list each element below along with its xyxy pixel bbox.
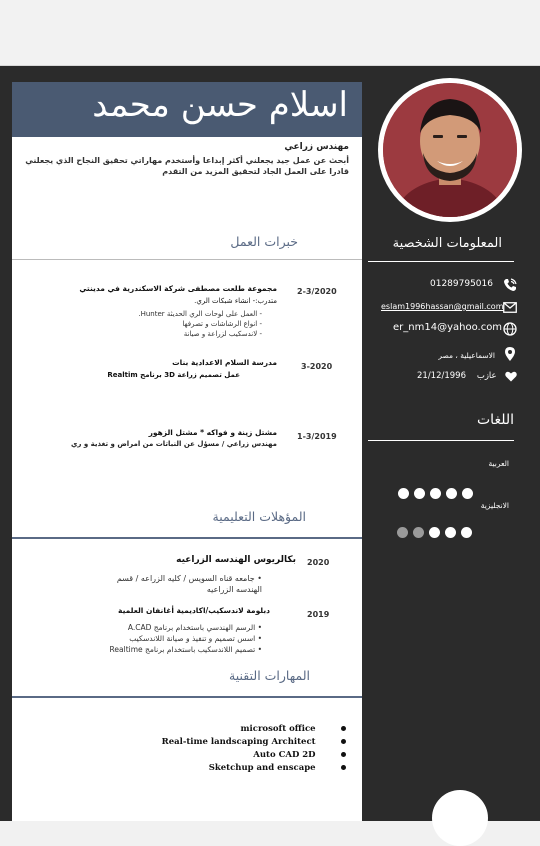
languages-heading: اللغات: [477, 412, 514, 428]
level-dot-filled: [445, 527, 456, 538]
experience-org: مجموعة طلعت مصطفى شركة الاسكندرية في مدينتي: [79, 284, 277, 293]
language-name: العربية: [488, 459, 509, 468]
top-toolbar-strip: [0, 0, 540, 66]
experience-detail: عمل تصميم زراعة 3D برنامج Realtim: [107, 371, 240, 379]
level-dot-filled: [462, 488, 473, 499]
list-item: - انواع الرشاشات و تصرفها: [182, 320, 262, 328]
experience-divider: [12, 259, 362, 260]
phone-number: 01289795016: [430, 279, 493, 289]
profile-photo-frame: [378, 78, 522, 222]
decorative-circle: [432, 790, 488, 846]
web-address[interactable]: er_nm14@yahoo.com: [393, 322, 503, 333]
level-dot-empty: [413, 527, 424, 538]
education-degree: دبلومة لاندسكيب/اكاديمية أغانفان العلمية: [118, 606, 270, 615]
languages-divider: [368, 440, 514, 441]
email-icon: [503, 302, 517, 313]
experience-detail: مهندس زراعي / مسؤل عن النباتات من امراض و تغذية و ري: [70, 440, 277, 448]
main-column: [12, 82, 362, 821]
objective-text: أبحث عن عمل جيد يجعلني أكثر إبداعا وأستخدم مهاراتي تحقيق النجاح الذي يجعلني قادرا على العمل الجاد لتحقيق المزيد من التقدم: [25, 156, 349, 176]
birth-row: [417, 371, 497, 381]
list-item: • الرسم الهندسي باستخدام برنامج A.CAD: [127, 623, 262, 632]
education-bullets: [102, 573, 262, 595]
experience-date: 1-3/2019: [297, 432, 337, 441]
level-dot-filled: [429, 527, 440, 538]
list-item: - لاندسكيب لزراعة و صيانة: [183, 330, 262, 338]
level-dot-filled: [398, 488, 409, 499]
experience-heading: خبرات العمل: [230, 234, 298, 249]
education-bullets: [110, 622, 262, 655]
experience-org: مدرسة السلام الاعدادية بنات: [172, 358, 277, 367]
location-text: الاسماعيلية ، مصر: [438, 351, 495, 360]
list-item: microsoft office: [162, 716, 346, 729]
phone-icon: [503, 278, 517, 292]
experience-role: متدرب:- انشاء شبكات الري.: [194, 297, 277, 305]
level-dot-filled: [461, 527, 472, 538]
language-level-english: [397, 523, 477, 542]
level-dot-filled: [414, 488, 425, 499]
birth-date: 21/12/1996: [417, 371, 466, 381]
email-link[interactable]: eslam1996hassan@gmail.com: [381, 302, 504, 311]
level-dot-empty: [397, 527, 408, 538]
list-item: • جامعه قناه السويس / كليه الزراعه / قسم الهندسه الزراعيه: [116, 574, 262, 594]
language-name: الانجليزية: [480, 501, 509, 510]
list-item: • تصميم اللاندسكيب باستخدام برنامج Realtime: [109, 645, 262, 654]
personal-info-divider: [368, 261, 514, 262]
experience-bullets: [138, 309, 262, 339]
education-date: 2019: [307, 610, 330, 619]
list-item: • اسس تصميم و تنفيذ و صيانة اللاندسكيب: [129, 634, 262, 643]
education-divider: [12, 537, 362, 539]
level-dot-filled: [430, 488, 441, 499]
marital-status: عازب: [476, 371, 497, 381]
name-banner: [12, 82, 362, 137]
full-name: اسلام حسن محمد: [92, 85, 348, 125]
skills-divider: [12, 696, 362, 698]
level-dot-filled: [446, 488, 457, 499]
experience-date: 3-2020: [301, 362, 333, 371]
education-heading: المؤهلات التعليمية: [212, 509, 306, 524]
education-date: 2020: [307, 558, 330, 567]
experience-org: مشتل زينة و فواكه * مشتل الزهور: [148, 428, 277, 437]
list-item: Sketchup and enscape: [162, 755, 346, 768]
experience-date: 2-3/2020: [297, 287, 337, 296]
education-degree: بكالريوس الهندسه الزراعيه: [176, 555, 296, 565]
list-item: Auto CAD 2D: [162, 742, 346, 755]
bullet-dot: [341, 765, 346, 770]
portrait-illustration: [383, 83, 517, 217]
job-title: مهندس زراعي: [284, 142, 349, 152]
personal-info-heading: المعلومات الشخصية: [392, 236, 502, 251]
profile-photo: [383, 83, 517, 217]
location-pin-icon: [504, 347, 516, 361]
list-item: - العمل على لوحات الري الحديثة Hunter.: [138, 310, 262, 318]
globe-icon: [503, 322, 517, 336]
resume-page: [0, 66, 540, 821]
skills-heading: المهارات التقنية: [229, 668, 310, 683]
heart-icon: [505, 371, 517, 382]
list-item: Real-time landscaping Architect: [162, 729, 346, 742]
language-level-arabic: [398, 484, 478, 503]
skills-list: [161, 716, 346, 773]
